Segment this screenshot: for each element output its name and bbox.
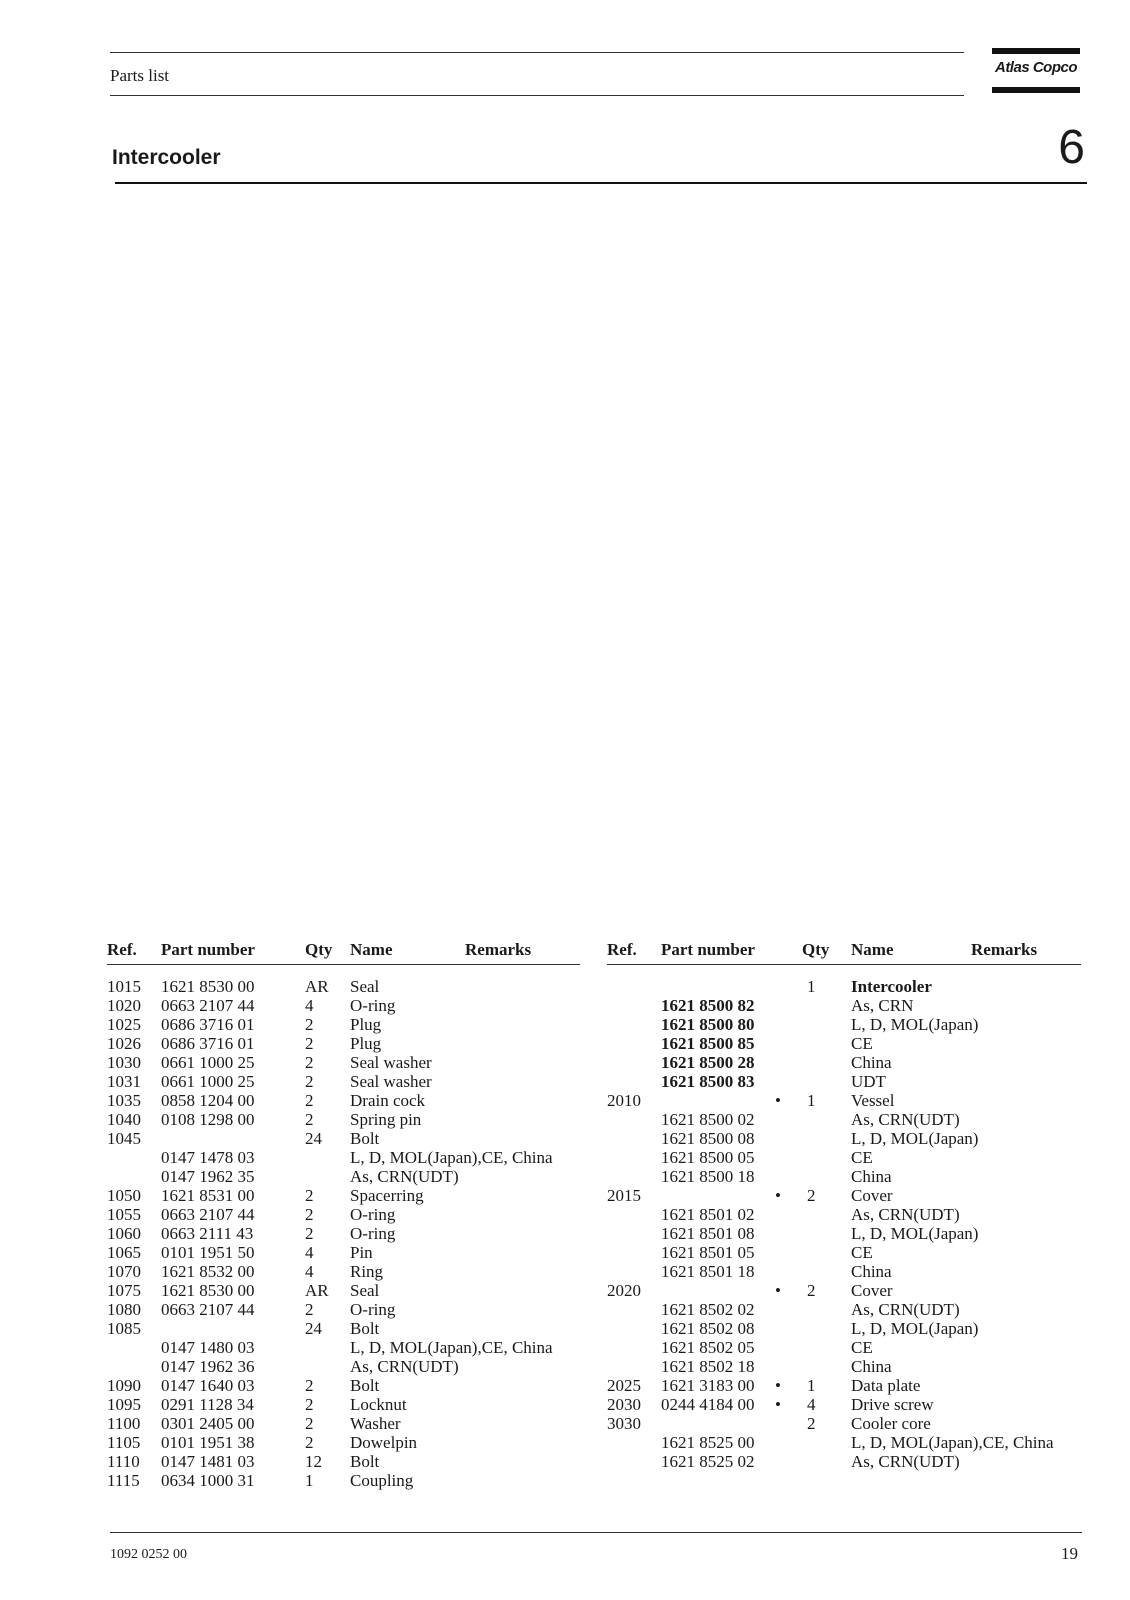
row-qty: 2 [305,1300,314,1319]
table-row [107,1414,580,1433]
row-part-number: 0663 2111 43 [161,1224,254,1243]
row-qty: 2 [305,1414,314,1433]
row-qty: 1 [807,1376,816,1395]
row-qty: 2 [305,1224,314,1243]
row-ref: 1045 [107,1129,141,1148]
row-name: Cover [851,1281,893,1300]
header-top-rule [110,52,964,53]
row-part-number: 1621 8500 05 [661,1148,755,1167]
row-part-number: 1621 8500 85 [661,1034,755,1053]
row-name: CE [851,1338,873,1357]
row-part-number: 1621 8532 00 [161,1262,255,1281]
table-row [107,996,580,1015]
row-name: Seal washer [350,1053,432,1072]
row-part-number: 0244 4184 00 [661,1395,755,1414]
row-ref: 1065 [107,1243,141,1262]
table-row [607,1167,1081,1186]
table-row [607,1072,1081,1091]
table-row [607,1338,1081,1357]
table-row [607,1281,1081,1300]
row-qty: 2 [305,1091,314,1110]
row-name: Seal [350,977,380,996]
row-part-number: 0686 3716 01 [161,1015,255,1034]
row-part-number: 0101 1951 38 [161,1433,255,1452]
row-name: Seal washer [350,1072,432,1091]
table-row [607,1224,1081,1243]
row-name: Seal [350,1281,380,1300]
row-ref: 1110 [107,1452,140,1471]
table-row [107,1281,580,1300]
row-qty: 2 [305,1053,314,1072]
row-ref: 1040 [107,1110,141,1129]
row-name: L, D, MOL(Japan),CE, China [851,1433,1054,1452]
row-part-number: 0858 1204 00 [161,1091,255,1110]
row-part-number: 1621 8500 18 [661,1167,755,1186]
row-qty: 4 [807,1395,816,1414]
row-name: L, D, MOL(Japan),CE, China [350,1148,553,1167]
header-qty: Qty [802,940,830,959]
row-name: Coupling [350,1471,414,1490]
row-part-number: 1621 8500 80 [661,1015,755,1034]
table-row [107,977,580,996]
table-row [607,1053,1081,1072]
row-part-number: 1621 8525 02 [661,1452,755,1471]
row-part-number: 0147 1962 36 [161,1357,255,1376]
row-ref: 1085 [107,1319,141,1338]
row-qty: 4 [305,1262,314,1281]
table-row [607,1148,1081,1167]
row-part-number: 0634 1000 31 [161,1471,255,1490]
header-bottom-rule [110,95,964,96]
row-part-number: 0147 1481 03 [161,1452,255,1471]
row-spare-marker: • [775,1091,781,1110]
row-qty: 2 [305,1072,314,1091]
row-name: L, D, MOL(Japan) [851,1015,979,1034]
row-part-number: 1621 8502 18 [661,1357,755,1376]
header-ref: Ref. [607,940,637,959]
table-row [107,1376,580,1395]
row-name: O-ring [350,1205,396,1224]
table-row [607,1129,1081,1148]
row-ref: 1035 [107,1091,141,1110]
table-row [607,1205,1081,1224]
row-qty: 2 [305,1205,314,1224]
logo-bar-bottom [992,87,1080,93]
row-part-number: 1621 8502 08 [661,1319,755,1338]
row-part-number: 0147 1480 03 [161,1338,255,1357]
row-name: Locknut [350,1395,407,1414]
row-ref: 1055 [107,1205,141,1224]
row-part-number: 0291 1128 34 [161,1395,254,1414]
table-row [107,1338,580,1357]
row-name: Plug [350,1015,382,1034]
row-qty: 1 [305,1471,314,1490]
table-row [107,1110,580,1129]
row-qty: 2 [305,1034,314,1053]
row-ref: 1015 [107,977,141,996]
row-name: L, D, MOL(Japan) [851,1319,979,1338]
row-ref: 1115 [107,1471,140,1490]
header-remarks: Remarks [971,940,1038,959]
table-row [607,1376,1081,1395]
row-name: As, CRN(UDT) [350,1357,459,1376]
row-part-number: 0108 1298 00 [161,1110,255,1129]
table-row [607,1015,1081,1034]
row-name: Dowelpin [350,1433,418,1452]
table-row [107,1224,580,1243]
header-qty: Qty [305,940,333,959]
table-row [107,1319,580,1338]
row-qty: 2 [305,1186,314,1205]
title-rule [115,182,1087,184]
row-part-number: 1621 8530 00 [161,1281,255,1300]
row-ref: 1026 [107,1034,141,1053]
row-qty: 2 [305,1395,314,1414]
row-name: Spring pin [350,1110,422,1129]
row-name: China [851,1167,892,1186]
row-ref: 1030 [107,1053,141,1072]
row-name: O-ring [350,1300,396,1319]
row-part-number: 1621 8525 00 [661,1433,755,1452]
row-name: As, CRN [851,996,914,1015]
parts-table-right [607,940,1081,1471]
row-part-number: 1621 8531 00 [161,1186,255,1205]
table-row [607,1357,1081,1376]
row-spare-marker: • [775,1186,781,1205]
row-qty: 2 [807,1186,816,1205]
row-part-number: 0663 2107 44 [161,996,255,1015]
table-row [107,1205,580,1224]
row-qty: 24 [305,1129,322,1148]
row-name: Data plate [851,1376,921,1395]
row-name: As, CRN(UDT) [851,1205,960,1224]
row-part-number: 1621 8530 00 [161,977,255,996]
row-name: CE [851,1148,873,1167]
row-ref: 2015 [607,1186,641,1205]
row-part-number: 0147 1478 03 [161,1148,255,1167]
table-row [607,1243,1081,1262]
header-label: Parts list [110,66,170,85]
row-part-number: 1621 8502 02 [661,1300,755,1319]
row-name: Bolt [350,1319,380,1338]
header-ref: Ref. [107,940,137,959]
row-ref: 2030 [607,1395,641,1414]
row-ref: 1105 [107,1433,141,1452]
row-part-number: 1621 8500 82 [661,996,755,1015]
row-qty: 24 [305,1319,322,1338]
row-name: China [851,1357,892,1376]
table-row [107,1262,580,1281]
table-row [107,1072,580,1091]
atlas-copco-logo [992,48,1080,93]
row-part-number: 0663 2107 44 [161,1300,255,1319]
row-qty: 4 [305,996,314,1015]
table-row [107,1452,580,1471]
row-name: Plug [350,1034,382,1053]
table-header [107,940,580,965]
row-part-number: 0686 3716 01 [161,1034,255,1053]
row-part-number: 0147 1640 03 [161,1376,255,1395]
table-row [107,1167,580,1186]
row-name: Spacerring [350,1186,424,1205]
table-row [607,1414,1081,1433]
row-part-number: 1621 8500 28 [661,1053,755,1072]
row-name: Drain cock [350,1091,426,1110]
row-name: Cooler core [851,1414,931,1433]
row-name: Ring [350,1262,384,1281]
row-ref: 1031 [107,1072,141,1091]
row-qty: 2 [807,1414,816,1433]
row-part-number: 1621 8501 08 [661,1224,755,1243]
row-qty: AR [305,977,329,996]
row-ref: 1070 [107,1262,141,1281]
row-name: CE [851,1243,873,1262]
row-name: As, CRN(UDT) [851,1452,960,1471]
header-name: Name [350,940,393,959]
row-qty: 2 [305,1376,314,1395]
footer-document-number: 1092 0252 00 [110,1547,187,1562]
parts-table-left [107,940,580,1490]
row-name: Vessel [851,1091,895,1110]
row-part-number: 1621 8500 08 [661,1129,755,1148]
row-part-number: 0147 1962 35 [161,1167,255,1186]
row-ref: 3030 [607,1414,641,1433]
table-row [607,1395,1081,1414]
row-name: Washer [350,1414,401,1433]
row-ref: 2025 [607,1376,641,1395]
logo-bar-top [992,48,1080,54]
table-row [607,1300,1081,1319]
table-row [107,1053,580,1072]
table-row [107,1300,580,1319]
row-ref: 1090 [107,1376,141,1395]
header-part-number: Part number [161,940,255,959]
row-ref: 1060 [107,1224,141,1243]
row-part-number: 1621 8500 83 [661,1072,755,1091]
logo-wordmark: Atlas Copco [994,59,1077,76]
row-spare-marker: • [775,1376,781,1395]
table-row [107,1471,580,1490]
table-row [607,1091,1081,1110]
table-row [607,1186,1081,1205]
row-part-number: 1621 8501 05 [661,1243,755,1262]
table-header [607,940,1081,965]
row-ref: 1050 [107,1186,141,1205]
table-row [607,977,1081,996]
row-ref: 1075 [107,1281,141,1300]
header-part-number: Part number [661,940,755,959]
table-row [607,1034,1081,1053]
table-body [607,965,1081,1471]
row-name: As, CRN(UDT) [350,1167,459,1186]
header-remarks: Remarks [465,940,532,959]
row-name: Pin [350,1243,373,1262]
row-ref: 1095 [107,1395,141,1414]
table-row [607,1262,1081,1281]
row-part-number: 0661 1000 25 [161,1072,255,1091]
header-name: Name [851,940,894,959]
row-name: Bolt [350,1376,380,1395]
row-name: China [851,1053,892,1072]
section-number: 6 [1058,121,1085,174]
row-spare-marker: • [775,1281,781,1300]
table-row [107,1357,580,1376]
row-part-number: 1621 3183 00 [661,1376,755,1395]
table-row [107,1433,580,1452]
table-row [607,1433,1081,1452]
table-row [107,1129,580,1148]
table-row [107,1034,580,1053]
row-name: China [851,1262,892,1281]
row-spare-marker: • [775,1395,781,1414]
footer-rule [110,1532,1082,1533]
row-qty: 1 [807,1091,816,1110]
table-row [607,1452,1081,1471]
section-title: Intercooler [112,146,221,169]
row-name: Bolt [350,1129,380,1148]
row-name: L, D, MOL(Japan),CE, China [350,1338,553,1357]
row-name: O-ring [350,1224,396,1243]
row-part-number: 1621 8501 18 [661,1262,755,1281]
table-row [107,1015,580,1034]
row-ref: 1100 [107,1414,141,1433]
table-row [607,1110,1081,1129]
table-row [607,1319,1081,1338]
row-name: Drive screw [851,1395,934,1414]
row-part-number: 0663 2107 44 [161,1205,255,1224]
row-ref: 2010 [607,1091,641,1110]
row-qty: 2 [305,1015,314,1034]
row-qty: 1 [807,977,816,996]
row-part-number: 0661 1000 25 [161,1053,255,1072]
row-name: Cover [851,1186,893,1205]
table-row [107,1186,580,1205]
row-name: Bolt [350,1452,380,1471]
row-part-number: 1621 8500 02 [661,1110,755,1129]
table-row [107,1091,580,1110]
row-name: Intercooler [851,977,932,996]
row-part-number: 1621 8501 02 [661,1205,755,1224]
table-body [107,965,580,1490]
row-qty: 2 [807,1281,816,1300]
row-name: UDT [851,1072,886,1091]
row-name: L, D, MOL(Japan) [851,1224,979,1243]
footer-page-number: 19 [1061,1544,1078,1563]
table-row [107,1395,580,1414]
row-ref: 2020 [607,1281,641,1300]
row-qty: 4 [305,1243,314,1262]
row-ref: 1025 [107,1015,141,1034]
row-qty: 2 [305,1110,314,1129]
table-row [107,1243,580,1262]
row-qty: 12 [305,1452,322,1471]
row-part-number: 0301 2405 00 [161,1414,255,1433]
row-name: CE [851,1034,873,1053]
row-name: L, D, MOL(Japan) [851,1129,979,1148]
row-name: O-ring [350,996,396,1015]
row-name: As, CRN(UDT) [851,1300,960,1319]
row-ref: 1080 [107,1300,141,1319]
table-row [607,996,1081,1015]
row-part-number: 0101 1951 50 [161,1243,255,1262]
row-part-number: 1621 8502 05 [661,1338,755,1357]
row-ref: 1020 [107,996,141,1015]
row-name: As, CRN(UDT) [851,1110,960,1129]
row-qty: 2 [305,1433,314,1452]
table-row [107,1148,580,1167]
row-qty: AR [305,1281,329,1300]
